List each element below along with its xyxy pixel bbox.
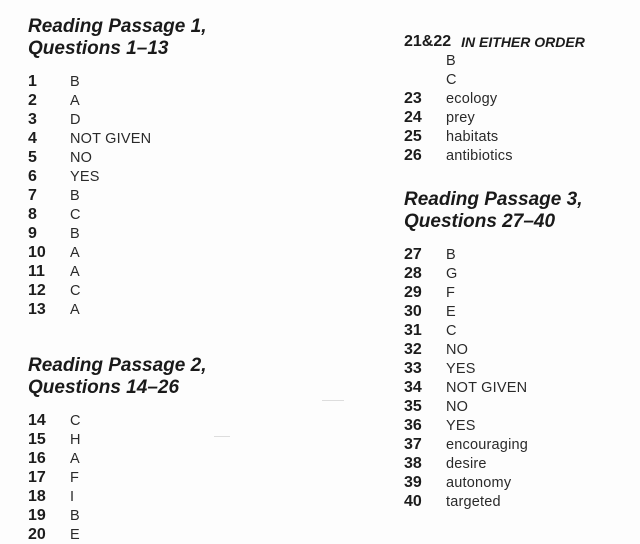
answer-row (404, 473, 640, 492)
answer-value: A (70, 450, 80, 467)
question-number: 20 (28, 525, 46, 543)
question-number: 12 (28, 281, 46, 299)
passage1-title-line2: Questions 1–13 (28, 38, 169, 59)
answer-value: B (70, 73, 80, 90)
answer-row (404, 89, 640, 108)
question-number: 23 (404, 89, 422, 107)
answer-value: encouraging (446, 436, 529, 453)
scan-smudge (322, 400, 344, 401)
question-number: 3 (28, 110, 37, 128)
question-number: 37 (404, 435, 422, 453)
question-number: 13 (28, 300, 46, 318)
passage2-heading (28, 355, 368, 399)
passage1-heading (28, 16, 368, 60)
answer-row (404, 492, 640, 511)
passage1-answer-list (28, 72, 368, 319)
answer-value: E (70, 526, 80, 543)
answer-row (404, 435, 640, 454)
answer-value: F (446, 284, 456, 301)
answer-value: D (70, 111, 81, 128)
question-number: 8 (28, 205, 37, 223)
answer-value: ecology (446, 90, 498, 107)
answer-row (404, 146, 640, 165)
answer-row (404, 245, 640, 264)
passage2-title-line1: Reading Passage 2, (28, 355, 207, 376)
answer-value: NOT GIVEN (70, 130, 152, 147)
answer-row (28, 129, 368, 148)
passage3-heading (404, 189, 640, 233)
answer-value: targeted (446, 493, 501, 510)
question-number-pair: 21&22 (404, 32, 452, 50)
answer-row (28, 300, 368, 319)
question-number: 7 (28, 186, 37, 204)
answer-row (28, 224, 368, 243)
question-number: 5 (28, 148, 37, 166)
question-number: 38 (404, 454, 422, 472)
answer-row (404, 454, 640, 473)
answer-row (28, 468, 368, 487)
answer-row (404, 416, 640, 435)
answer-value: B (70, 507, 80, 524)
answer-row (404, 378, 640, 397)
answer-value: A (70, 244, 80, 261)
answer-row (28, 205, 368, 224)
answer-row (28, 487, 368, 506)
question-number: 36 (404, 416, 422, 434)
question-number: 16 (28, 449, 46, 467)
answer-value: F (70, 469, 80, 486)
answer-value: C (70, 206, 81, 223)
question-number: 29 (404, 283, 422, 301)
answer-row (28, 167, 368, 186)
question-number: 25 (404, 127, 422, 145)
either-order-note: IN EITHER ORDER (461, 33, 585, 50)
answer-row (28, 430, 368, 449)
answer-value: I (70, 488, 75, 505)
question-number: 31 (404, 321, 422, 339)
answer-value: desire (446, 455, 487, 472)
answer-value: prey (446, 109, 476, 126)
answer-row (28, 411, 368, 430)
question-number: 6 (28, 167, 37, 185)
right-column (404, 32, 640, 511)
answer-value: habitats (446, 128, 499, 145)
answer-value: A (70, 301, 80, 318)
question-number: 24 (404, 108, 422, 126)
answer-row (404, 340, 640, 359)
question-number: 18 (28, 487, 46, 505)
answer-row (28, 186, 368, 205)
question-number: 39 (404, 473, 422, 491)
answer-value: antibiotics (446, 147, 513, 164)
answer-row (28, 148, 368, 167)
question-number: 35 (404, 397, 422, 415)
question-number: 30 (404, 302, 422, 320)
scan-smudge (214, 436, 230, 437)
question-number: 26 (404, 146, 422, 164)
question-number: 19 (28, 506, 46, 524)
answer-value: NOT GIVEN (446, 379, 528, 396)
answer-row (404, 283, 640, 302)
answer-row (28, 281, 368, 300)
answer-value: NO (446, 398, 469, 415)
answer-value: NO (446, 341, 469, 358)
answer-row (404, 321, 640, 340)
answer-row (28, 72, 368, 91)
question-number: 32 (404, 340, 422, 358)
answer-value: C (70, 412, 81, 429)
answer-row (28, 506, 368, 525)
answer-value: C (446, 71, 457, 88)
either-order-row (404, 32, 640, 51)
answer-value: B (70, 225, 80, 242)
question-number: 4 (28, 129, 37, 147)
question-number: 40 (404, 492, 422, 510)
question-number: 34 (404, 378, 422, 396)
answer-row (28, 525, 368, 544)
left-column (28, 16, 368, 544)
question-number: 15 (28, 430, 46, 448)
answer-row (404, 397, 640, 416)
answer-value: E (446, 303, 456, 320)
passage3-title-line1: Reading Passage 3, (404, 189, 583, 210)
answer-value: G (446, 265, 458, 282)
answer-value: H (70, 431, 81, 448)
answer-row (404, 302, 640, 321)
question-number: 11 (28, 262, 45, 280)
passage2-answer-list (28, 411, 368, 544)
answer-row (28, 110, 368, 129)
answer-value: B (446, 52, 456, 69)
answer-row (404, 108, 640, 127)
question-number: 1 (28, 72, 37, 90)
answer-value: autonomy (446, 474, 512, 491)
answer-row (404, 264, 640, 283)
question-number: 28 (404, 264, 422, 282)
question-number: 17 (28, 468, 46, 486)
answer-value: B (446, 246, 456, 263)
passage2-title-line2: Questions 14–26 (28, 377, 180, 398)
passage3-title-line2: Questions 27–40 (404, 211, 556, 232)
answer-value: YES (446, 417, 476, 434)
answer-row (404, 359, 640, 378)
answer-value: NO (70, 149, 93, 166)
answer-value: YES (446, 360, 476, 377)
question-number: 10 (28, 243, 46, 261)
answer-value: B (70, 187, 80, 204)
answer-value: YES (70, 168, 100, 185)
question-number: 9 (28, 224, 37, 242)
answer-row (28, 91, 368, 110)
answer-value: C (446, 322, 457, 339)
passage2-answer-list-cont (404, 89, 640, 165)
answer-value: A (70, 92, 80, 109)
answer-value: A (70, 263, 80, 280)
question-number: 14 (28, 411, 46, 429)
question-number: 33 (404, 359, 422, 377)
answer-value: C (70, 282, 81, 299)
answer-row (28, 243, 368, 262)
answer-row (404, 127, 640, 146)
passage3-answer-list (404, 245, 640, 511)
passage1-title-line1: Reading Passage 1, (28, 16, 207, 37)
answer-row (28, 449, 368, 468)
question-number: 27 (404, 245, 422, 263)
question-number: 2 (28, 91, 37, 109)
answer-row (28, 262, 368, 281)
either-order-answers (404, 51, 640, 89)
